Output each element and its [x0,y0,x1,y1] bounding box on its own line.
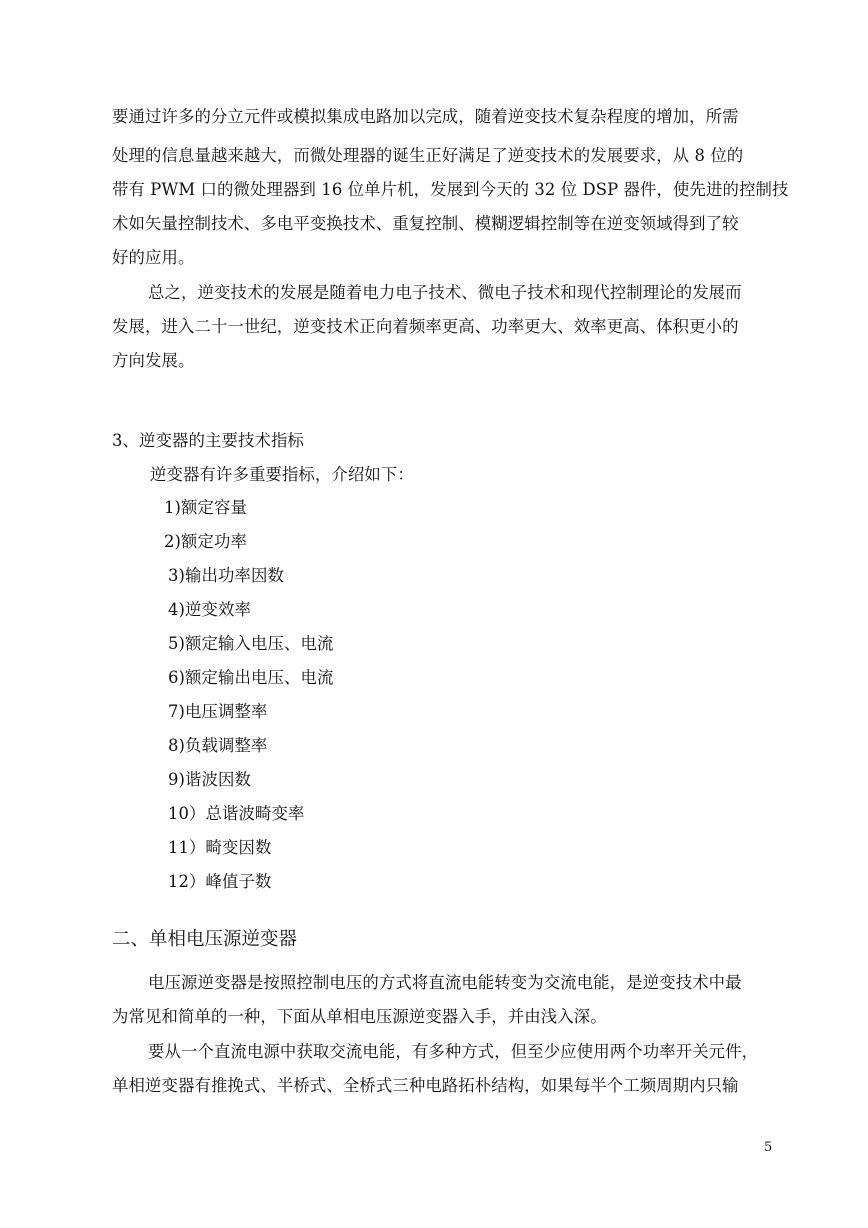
list-item: 1)额定容量 [164,498,247,517]
list-item: 10）总谐波畸变率 [168,804,305,823]
page-number: 5 [764,1140,773,1155]
paragraph-line: 要从一个直流电源中获取交流电能，有多种方式，但至少应使用两个功率开关元件， [148,1042,759,1061]
paragraph-line: 好的应用。 [112,248,195,267]
list-item: 6)额定输出电压、电流 [168,668,334,687]
list-item: 8)负载调整率 [168,736,268,755]
chapter-heading: 二、单相电压源逆变器 [112,929,298,950]
list-item: 9)谐波因数 [168,770,251,789]
list-item: 2)额定功率 [164,532,247,551]
section-intro: 逆变器有许多重要指标，介绍如下： [150,465,414,484]
list-item: 5)额定输入电压、电流 [168,634,334,653]
list-item: 4)逆变效率 [168,600,251,619]
paragraph-line: 总之，逆变技术的发展是随着电力电子技术、微电子技术和现代控制理论的发展而 [148,283,742,302]
paragraph-line: 方向发展。 [112,351,195,370]
list-item: 7)电压调整率 [168,702,268,721]
list-item: 3)输出功率因数 [168,566,284,585]
paragraph-line: 发展，进入二十一世纪，逆变技术正向着频率更高、功率更大、效率更高、体积更小的 [112,317,739,336]
paragraph-line: 处理的信息量越来越大，而微处理器的诞生正好满足了逆变技术的发展要求，从 8 位的 [112,146,744,165]
list-item: 12）峰值子数 [168,872,272,891]
list-item: 11）畸变因数 [168,838,272,857]
paragraph-line: 电压源逆变器是按照控制电压的方式将直流电能转变为交流电能，是逆变技术中最 [148,973,742,992]
paragraph-line: 带有 PWM 口的微处理器到 16 位单片机，发展到今天的 32 位 DSP 器件，使先进的控制技 [112,180,789,199]
paragraph-line: 单相逆变器有推挽式、半桥式、全桥式三种电路拓朴结构，如果每半个工频周期内只输 [112,1076,739,1095]
section-heading: 3、逆变器的主要技术指标 [112,431,304,450]
paragraph-line: 术如矢量控制技术、多电平变换技术、重复控制、模糊逻辑控制等在逆变领域得到了较 [112,214,739,233]
paragraph-line: 为常见和简单的一种，下面从单相电压源逆变器入手，并由浅入深。 [112,1007,607,1026]
paragraph-line: 要通过许多的分立元件或模拟集成电路加以完成，随着逆变技术复杂程度的增加，所需 [112,107,739,126]
